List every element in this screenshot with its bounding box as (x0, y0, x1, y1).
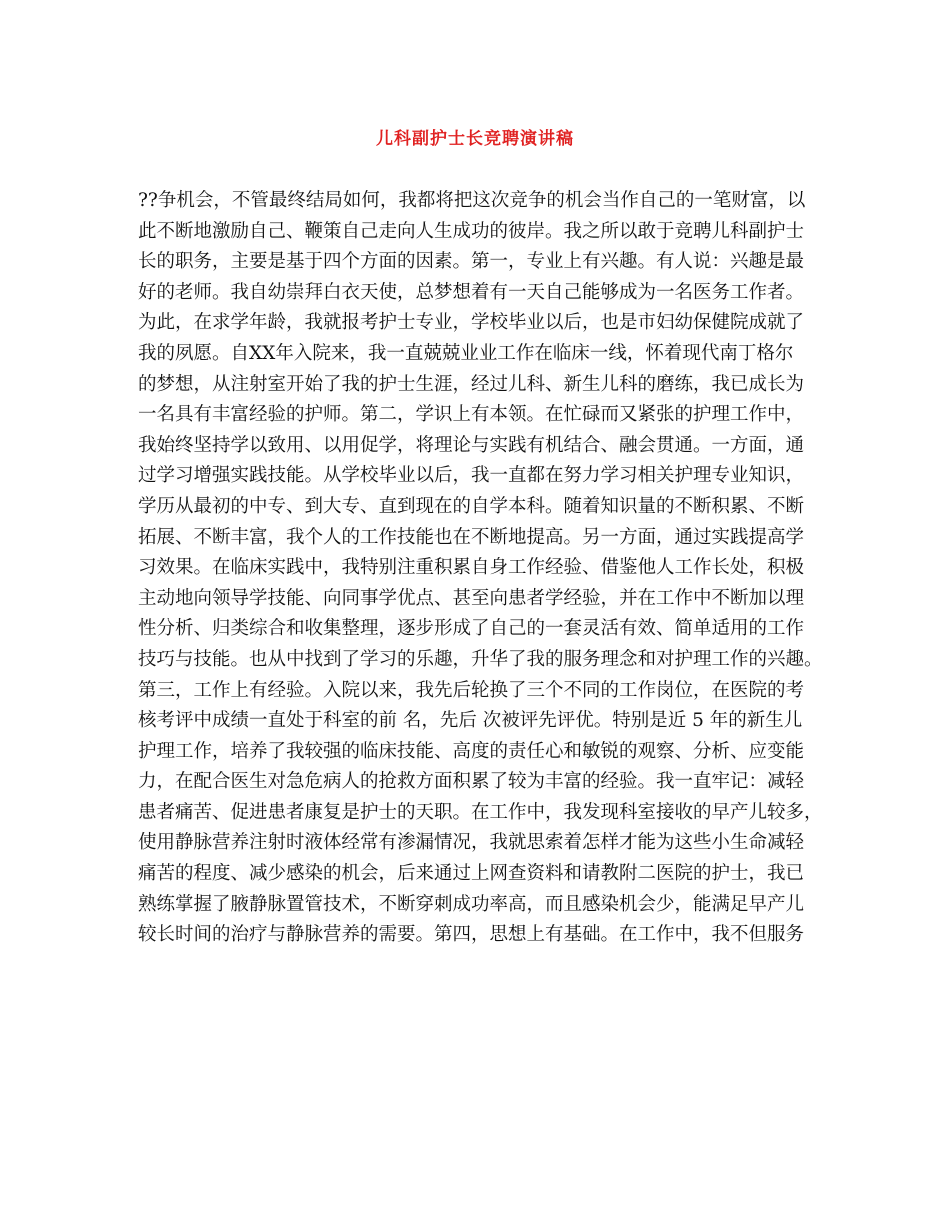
body-line: 第三，工作上有经验。入院以来，我先后轮换了三个不同的工作岗位，在医院的考 (138, 679, 805, 701)
body-line: 痛苦的程度、减少感染的机会，后来通过上网查资料和请教附二医院的护士，我已 (138, 863, 805, 885)
body-line: 为此，在求学年龄，我就报考护士专业，学校毕业以后，也是市妇幼保健院成就了 (138, 312, 805, 334)
document-title: 儿科副护士长竞聘演讲稿 (376, 129, 574, 149)
body-line: 技巧与技能。也从中找到了学习的乐趣，升华了我的服务理念和对护理工作的兴趣。 (138, 648, 823, 670)
body-line: 性分析、归类综合和收集整理，逐步形成了自己的一套灵活有效、简单适用的工作 (138, 618, 805, 640)
body-line: 学历从最初的中专、到大专、直到现在的自学本科。随着知识量的不断积累、不断 (138, 495, 805, 517)
body-line: 习效果。在临床实践中，我特别注重积累自身工作经验、借鉴他人工作长处，积极 (138, 557, 805, 579)
document-body (138, 186, 838, 951)
body-line: 我始终坚持学以致用、以用促学，将理论与实践有机结合、融会贯通。一方面，通 (138, 434, 805, 456)
body-line: 较长时间的治疗与静脉营养的需要。第四，思想上有基础。在工作中，我不但服务 (138, 924, 805, 946)
body-line: 的梦想，从注射室开始了我的护士生涯，经过儿科、新生儿科的磨练，我已成长为 (138, 373, 805, 395)
body-line: 拓展、不断丰富，我个人的工作技能也在不断地提高。另一方面，通过实践提高学 (138, 526, 805, 548)
body-line: 主动地向领导学技能、向同事学优点、甚至向患者学经验，并在工作中不断加以理 (138, 587, 805, 609)
body-line: 护理工作，培养了我较强的临床技能、高度的责任心和敏锐的观察、分析、应变能 (138, 740, 805, 762)
body-line: 我的夙愿。自XX年入院来，我一直兢兢业业工作在临床一线，怀着现代南丁格尔 (138, 342, 794, 364)
body-line: 过学习增强实践技能。从学校毕业以后，我一直都在努力学习相关护理专业知识， (138, 465, 805, 487)
body-line: 熟练掌握了腋静脉置管技术，不断穿刺成功率高，而且感染机会少，能满足早产儿 (138, 893, 805, 915)
body-line: 使用静脉营养注射时液体经常有渗漏情况，我就思索着怎样才能为这些小生命减轻 (138, 832, 805, 854)
body-line: 核考评中成绩一直处于科室的前 名，先后 次被评先评优。特别是近 5 年的新生儿 (138, 710, 803, 732)
body-line: ??争机会，不管最终结局如何，我都将把这次竞争的机会当作自己的一笔财富，以 (138, 190, 806, 211)
body-line: 好的老师。我自幼崇拜白衣天使，总梦想着有一天自己能够成为一名医务工作者。 (138, 281, 805, 303)
body-line: 长的职务，主要是基于四个方面的因素。第一，专业上有兴趣。有人说：兴趣是最 (138, 251, 805, 273)
body-line: 力，在配合医生对急危病人的抢救方面积累了较为丰富的经验。我一直牢记：减轻 (138, 771, 805, 793)
body-line: 此不断地激励自己、鞭策自己走向人生成功的彼岸。我之所以敢于竞聘儿科副护士 (138, 220, 805, 242)
body-line: 一名具有丰富经验的护师。第二，学识上有本领。在忙碌而又紧张的护理工作中， (138, 404, 805, 426)
body-line: 患者痛苦、促进患者康复是护士的天职。在工作中，我发现科室接收的早产儿较多， (138, 801, 823, 823)
